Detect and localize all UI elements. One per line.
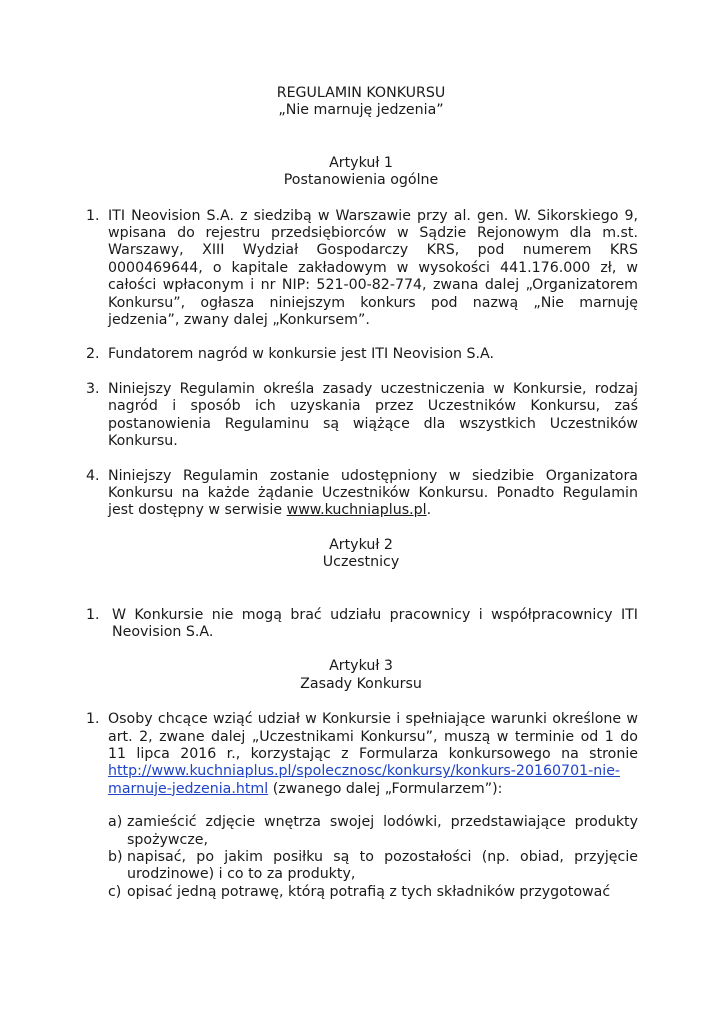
- sub-item-text: opisać jedną potrawę, którą potrafią z tych składników przygotować: [127, 883, 611, 900]
- item-number: 1.: [86, 711, 100, 728]
- list-item: [84, 208, 638, 330]
- sub-list-item: [108, 884, 638, 901]
- article-2-title: Artykuł 2: [329, 536, 393, 553]
- sub-item-letter: b): [108, 849, 123, 865]
- article-3-heading: [84, 658, 638, 693]
- list-item: [84, 468, 638, 520]
- item-text: Osoby chcące wziąć udział w Konkursie i spełniające warunki określone w art. 2, zwane dalej „Uczestnikami Konkursu”, muszą w terminie od 1 do 11 lipca 2016 r., korzystając z Formularza konkursowego na stronie: [108, 711, 638, 762]
- article-1-subtitle: Postanowienia ogólne: [283, 172, 439, 189]
- list-item: [84, 711, 638, 901]
- list-item: [84, 381, 638, 451]
- item-number: 3.: [86, 380, 100, 397]
- document-title: [84, 85, 638, 120]
- item-text: W Konkursie nie mogą brać udziału pracownicy i współpracownicy ITI Neovision S.A.: [112, 606, 638, 640]
- sub-item-text: zamieścić zdjęcie wnętrza swojej lodówki, przedstawiające produkty spożywcze,: [127, 814, 638, 848]
- article-3-title: Artykuł 3: [329, 658, 393, 675]
- article-2-list: [84, 607, 638, 642]
- item-text: Niniejszy Regulamin określa zasady uczestniczenia w Konkursie, rodzaj nagród i sposób ich uzyskania przez Uczestników Konkursu, zaś postanowienia Regulaminu są wiążące dla wszystkich Uczestników Konkursu.: [108, 380, 638, 450]
- sub-item-text: napisać, po jakim posiłku są to pozostałości (np. obiad, przyjęcie urodzinowe) i co to za produkty,: [127, 849, 638, 883]
- article-1-list: [84, 208, 638, 520]
- sub-list: [108, 814, 638, 901]
- kuchniaplus-link[interactable]: www.kuchniaplus.pl: [286, 502, 427, 519]
- list-item: [84, 607, 638, 642]
- item-number: 1.: [86, 207, 100, 224]
- sub-item-letter: c): [108, 883, 122, 900]
- item-text: Niniejszy Regulamin zostanie udostępniony w siedzibie Organizatora Konkursu na każde żądanie Uczestników Konkursu. Ponadto Regulamin jest dostępny w serwisie: [108, 467, 638, 519]
- contest-form-link[interactable]: http://www.kuchniaplus.pl/spolecznosc/konkursy/konkurs-20160701-nie-marnuje-jedzenia.html: [108, 763, 621, 797]
- sub-list-item: [108, 849, 638, 884]
- sub-item-letter: a): [108, 814, 123, 831]
- title-line-2: „Nie marnuję jedzenia”: [278, 102, 444, 119]
- item-text: ITI Neovision S.A. z siedzibą w Warszawie przy al. gen. W. Sikorskiego 9, wpisana do rejestru przedsiębiorców w Sądzie Rejonowym dla m.st. Warszawy, XIII Wydział Gospodarczy KRS, pod numerem KRS 0000469644, o kapitale zakładowym w wysokości 441.176.000 zł, w całości wpłaconym i nr NIP: 521-00-82-774, zwana dalej „Organizatorem Konkursu”, ogłasza niniejszym konkurs pod nazwą „Nie marnuję jedzenia”, zwany dalej „Konkursem”.: [108, 207, 638, 329]
- item-text-end: (zwanego dalej „Formularzem”):: [268, 780, 503, 797]
- article-3-list: [84, 711, 638, 901]
- article-2-heading: [84, 537, 638, 572]
- item-number: 1.: [86, 606, 100, 623]
- article-1-title: Artykuł 1: [329, 154, 393, 171]
- list-item: [84, 346, 638, 363]
- item-number: 4.: [86, 467, 100, 484]
- article-3-subtitle: Zasady Konkursu: [300, 675, 422, 692]
- article-2-subtitle: Uczestnicy: [322, 554, 400, 571]
- sub-list-item: [108, 814, 638, 849]
- title-line-1: REGULAMIN KONKURSU: [276, 85, 446, 101]
- item-text-end: .: [426, 502, 432, 519]
- item-number: 2.: [86, 346, 100, 363]
- article-1-heading: [84, 155, 638, 190]
- item-text: Fundatorem nagród w konkursie jest ITI Neovision S.A.: [108, 346, 495, 363]
